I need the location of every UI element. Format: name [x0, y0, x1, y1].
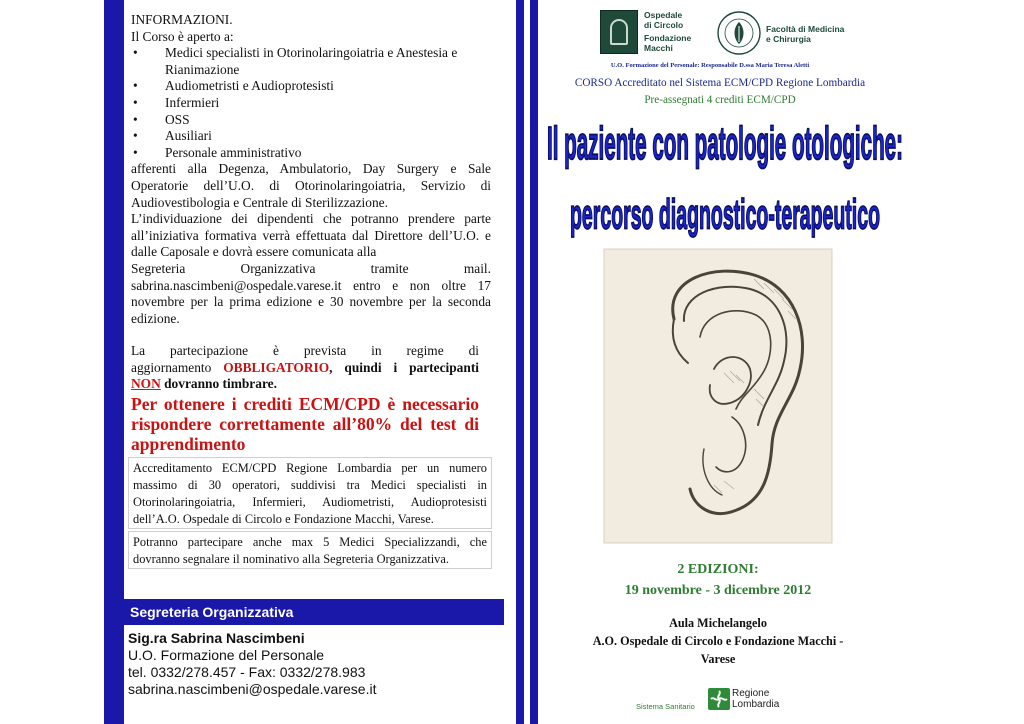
specializzandi-text: Potranno partecipare anche max 5 Medici Specializzandi, che dovranno segnalare il nominativo alla Segreteria Organizzativa.	[133, 535, 487, 566]
info-block	[131, 12, 491, 327]
non-label: NON	[131, 376, 161, 392]
participation-line3	[131, 376, 479, 393]
venue-room: Aula Michelangelo	[669, 616, 767, 630]
hr-note: U.O. Formazione del Personale: Responsabile D.ssa Maria Teresa Aletti	[610, 62, 810, 69]
audience-item: • Ausiliari	[131, 128, 491, 145]
audience-list	[131, 45, 491, 161]
specializzandi-box	[128, 531, 492, 569]
secretariat-unit: U.O. Formazione del Personale	[128, 647, 325, 663]
selection-spaced-line: Segreteria Organizzativa tramite mail.	[131, 260, 491, 276]
accreditation-box	[128, 457, 492, 529]
secretariat-name: Sig.ra Sabrina Nascimbeni	[128, 630, 305, 646]
ear-drawing	[604, 249, 832, 543]
ospedale-logo-line: Fondazione	[644, 33, 692, 43]
regione-cross-icon	[708, 688, 730, 710]
ospedale-logo-line: Ospedale	[644, 10, 683, 20]
selection-email-line: sabrina.nascimbeni@ospedale.varese.it entro e non oltre 17 novembre per la prima edizione e 30 novembre per la seconda edizione.	[131, 277, 491, 326]
ecm-course-text: CORSO Accreditato nel Sistema ECM/CPD Regione Lombardia	[574, 77, 866, 89]
secretariat-phone: tel. 0332/278.457 - Fax: 0332/278.983	[128, 664, 366, 680]
venue-block	[548, 614, 888, 668]
regione-name-line: Regione	[732, 688, 770, 699]
participation-line2	[131, 360, 479, 377]
ospedale-logo	[600, 10, 692, 54]
secretariat-header: Segreteria Organizzativa	[124, 599, 504, 625]
audience-item: • Personale amministrativo	[131, 145, 491, 162]
participation-middle: , quindi i partecipanti	[329, 359, 479, 375]
venue-city: Varese	[700, 652, 736, 666]
departments-text: afferenti alla Degenza, Ambulatorio, Day Surgery e Sale Operatorie dell’U.O. di Otorinolaringoiatria, Servizio di Audiovestibologia e Centrale di Sterilizzazione.	[131, 161, 491, 210]
participation-block	[131, 343, 479, 393]
ecm-credits-text: Pre-assegnati 4 crediti ECM/CPD	[644, 94, 796, 106]
left-vertical-bar	[104, 0, 124, 724]
regione-lombardia-logo	[636, 684, 796, 722]
university-logo-line: Facoltà di Medicina	[766, 24, 845, 34]
course-title-line2: percorso diagnostico-terapeutico	[570, 190, 880, 238]
university-seal-icon	[716, 10, 762, 56]
ospedale-emblem-icon	[600, 10, 638, 54]
editions-label: 2 EDIZIONI:	[677, 562, 759, 577]
ospedale-logo-text	[644, 10, 691, 53]
required-label: OBBLIGATORIO	[223, 359, 330, 375]
university-logo-line: e Chirurgia	[766, 34, 811, 44]
course-title-line1: Il paziente con patologie otologiche:	[547, 118, 903, 170]
venue-hospital: A.O. Ospedale di Circolo e Fondazione Macchi -	[592, 634, 844, 648]
secretariat-contact	[128, 630, 376, 698]
secretariat-email[interactable]: sabrina.nascimbeni@ospedale.varese.it	[128, 681, 377, 697]
university-logo-text	[766, 24, 844, 44]
regione-name-line: Lombardia	[732, 699, 780, 710]
intro-text: Il Corso è aperto a:	[131, 28, 234, 44]
regione-label: Sistema Sanitario	[636, 702, 695, 711]
audience-item: • OSS	[131, 112, 491, 129]
audience-item: • Audiometristi e Audioprotesisti	[131, 78, 491, 95]
participation-line1: La partecipazione è prevista in regime di	[131, 343, 479, 358]
university-logo	[716, 10, 846, 58]
course-title	[540, 108, 910, 248]
center-vertical-bar-left	[516, 0, 524, 724]
ecm-warning: Per ottenere i crediti ECM/CPD è necessario rispondere correttamente all’80% del test di apprendimento	[131, 394, 479, 454]
regione-name	[732, 688, 779, 710]
audience-item: • Infermieri	[131, 95, 491, 112]
participation-prefix: aggiornamento	[131, 359, 212, 375]
accreditation-text: Accreditamento ECM/CPD Regione Lombardia per un numero massimo di 30 operatori, suddivisi tra Medici specialisti in Otorinolaringoiatria, Infermieri, Audiometristi, Audioprotesisti dell’A.O. Ospedale di Circolo e Fondazione Macchi, Varese.	[133, 461, 487, 526]
info-heading: INFORMAZIONI.	[131, 12, 233, 27]
participation-end: dovranno timbrare.	[160, 376, 277, 392]
course-dates: 19 novembre - 3 dicembre 2012	[624, 583, 812, 598]
audience-item: • Medici specialisti in Otorinolaringoiatria e Anestesia e Rianimazione	[131, 45, 491, 78]
selection-text: L’individuazione dei dipendenti che potranno prendere parte all’iniziativa formativa verrà effettuata dal Direttore dell’U.O. e dalle Caposale e dovrà essere comunicata alla	[131, 211, 491, 260]
center-vertical-bar-right	[530, 0, 538, 724]
ospedale-logo-line: di Circolo	[644, 20, 684, 30]
ospedale-logo-line: Macchi	[644, 43, 673, 53]
